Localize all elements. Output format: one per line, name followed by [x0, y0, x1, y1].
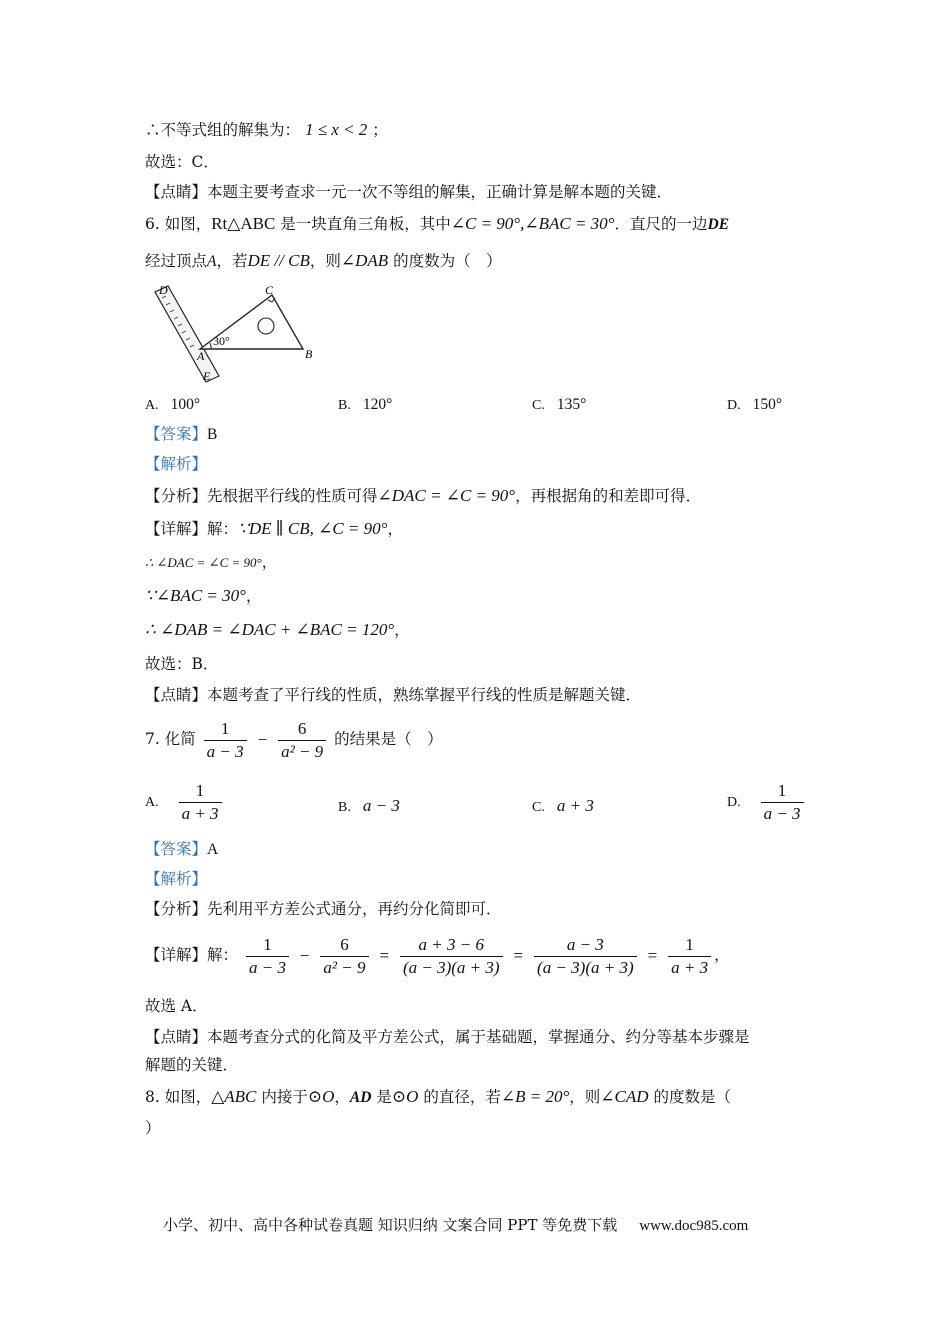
step1-math: ∴ ∠DAC = ∠C = 90°: [145, 555, 262, 570]
option-label: C.: [532, 800, 545, 815]
step3-end: ，: [394, 621, 410, 639]
footer-text: 小学、初中、高中各种试卷真题 知识归纳 文案合同 PPT 等免费下载: [163, 1216, 618, 1234]
q6-fenxi: [145, 486, 701, 506]
step2-math: ∵∠BAC = 30°: [145, 586, 246, 605]
option-value: 120°: [362, 396, 393, 413]
xiangjie-end: ，: [387, 520, 403, 538]
label-a: A: [197, 349, 205, 363]
q6-stem-line2: [145, 251, 502, 272]
fenxi-math: ∠DAC = ∠C = 90°: [377, 486, 516, 505]
denominator: a + 3: [179, 802, 222, 825]
numerator: 1: [220, 718, 230, 738]
denominator: a − 3: [761, 802, 804, 825]
dianjing-tag: 【点睛】: [145, 686, 208, 704]
q7-fraction-1: [204, 718, 247, 763]
q7-option-a: [145, 774, 225, 830]
answer-value: A: [207, 841, 219, 858]
q6-text: 是一块直角三角板，其中: [275, 215, 451, 233]
q8-prefix: 8. 如图，: [145, 1088, 212, 1106]
q7-suffix: 的结果是（ ）: [334, 730, 443, 748]
q8-text3: 的直径，若: [418, 1088, 501, 1106]
q5-dianjing: [145, 182, 672, 202]
fenxi-text2: ，再根据角的和差即可得．: [515, 487, 702, 505]
numerator: 1: [777, 780, 787, 800]
answer-tag: 【答案】: [145, 425, 208, 443]
option-label: A.: [145, 795, 159, 810]
denominator: a² − 9: [278, 740, 326, 763]
option-label: B.: [338, 800, 351, 815]
answer-tag: 【答案】: [145, 840, 208, 858]
q7-fraction-2: [278, 718, 326, 763]
numerator: a − 3: [566, 934, 604, 954]
q8-text4: ，则: [569, 1088, 601, 1106]
q6-text6: 的度数为（ ）: [388, 252, 502, 270]
dianjing-text: 本题主要考查求一元一次不等组的解集，正确计算是解本题的关键．: [207, 183, 673, 201]
option-value: 150°: [752, 396, 783, 413]
numerator: a + 3 − 6: [418, 934, 484, 954]
q6-text4: ，若: [216, 252, 248, 270]
label-e: E: [203, 369, 211, 383]
q6-angle-dab: ∠DAB: [340, 251, 389, 270]
q8-triangle: △ABC: [211, 1087, 257, 1106]
detail-fraction-4: [534, 934, 637, 979]
denominator: a² − 9: [320, 956, 368, 979]
denominator: a − 3: [246, 956, 289, 979]
option-label: D.: [727, 398, 741, 413]
label-d: D: [159, 283, 168, 297]
q6-step3: [145, 620, 410, 640]
q7-dianjing-2: 解题的关键．: [145, 1056, 239, 1074]
q7-choose: 故选 A．: [145, 997, 208, 1015]
q7-option-d: [727, 774, 807, 830]
dianjing-tag: 【点睛】: [145, 1028, 208, 1046]
q7-prefix: 7. 化简: [145, 730, 196, 748]
option-value: 100°: [170, 396, 201, 413]
angle-label: 30°: [213, 334, 230, 348]
step3-math: ∴ ∠DAB = ∠DAC + ∠BAC = 120°: [145, 620, 395, 639]
option-label: A.: [145, 398, 159, 413]
xiangjie-math: ∵DE ∥ CB, ∠C = 90°: [238, 519, 388, 538]
option-value: a + 3: [556, 796, 594, 815]
line-text: ∴不等式组的解集为：: [145, 121, 301, 139]
numerator: 1: [195, 780, 205, 800]
dianjing-tag: 【点睛】: [145, 183, 208, 201]
option-fraction: [179, 780, 222, 825]
q6-option-a: [145, 394, 200, 416]
figure-svg: [143, 282, 328, 387]
q6-answer: [145, 424, 217, 445]
denominator: (a − 3)(a + 3): [534, 956, 637, 979]
xiangjie-text: 解：: [207, 520, 239, 538]
q8-circle: ⊙O: [307, 1087, 335, 1106]
q6-parallel-math: DE // CB: [247, 251, 310, 270]
option-value: a − 3: [362, 796, 400, 815]
q7-option-c: [532, 796, 594, 818]
q8-text: 内接于: [256, 1088, 308, 1106]
minus-sign: −: [299, 946, 310, 965]
xiangjie-tag: 【详解】: [145, 946, 208, 964]
denominator: a − 3: [204, 740, 247, 763]
q8-stem-line1: [145, 1087, 731, 1108]
q6-dianjing: [145, 685, 641, 705]
xiangjie-end: ，: [714, 946, 730, 964]
q8-stem-line2: ）: [145, 1119, 161, 1137]
q6-angles-math: ∠C = 90°,∠BAC = 30°: [450, 214, 615, 233]
q6-triangle: Rt△ABC: [211, 214, 276, 233]
denominator: (a − 3)(a + 3): [400, 956, 503, 979]
triangle-ruler-figure: [143, 282, 328, 391]
fenxi-text1: 先根据平行线的性质可得: [207, 487, 378, 505]
equals-sign: =: [379, 946, 390, 965]
detail-fraction-2: [320, 934, 368, 979]
q7-stem: [145, 712, 443, 767]
ruler-shape: [155, 286, 219, 382]
choose-c-line: 故选：C．: [145, 153, 219, 171]
numerator: 6: [297, 718, 307, 738]
q8-text5: 的度数是（: [648, 1088, 731, 1106]
equals-sign: =: [647, 946, 658, 965]
detail-fraction-3: [400, 934, 503, 979]
q6-option-d: [727, 394, 782, 416]
answer-value: B: [207, 426, 218, 443]
option-label: D.: [727, 795, 741, 810]
option-value: 135°: [556, 396, 587, 413]
q6-text3: 经过顶点: [145, 252, 208, 270]
dianjing-text: 本题考查分式的化简及平方差公式，属于基础题，掌握通分、约分等基本步骤是: [207, 1028, 750, 1046]
q6-xiangjie: [145, 519, 403, 539]
fenxi-tag: 【分析】: [145, 900, 208, 918]
q6-text5: ，则: [309, 252, 341, 270]
solution-set-line: [145, 120, 388, 140]
q8-circle2: ⊙O: [391, 1087, 419, 1106]
numerator: 6: [340, 934, 349, 954]
fenxi-tag: 【分析】: [145, 487, 208, 505]
xiangjie-text: 解：: [207, 946, 239, 964]
equals-sign: =: [513, 946, 524, 965]
dianjing-text: 本题考查了平行线的性质，熟练掌握平行线的性质是解题关键．: [207, 686, 642, 704]
q6-analysis-tag: 【解析】: [145, 455, 208, 473]
q8-comma: ，: [334, 1088, 350, 1106]
detail-fraction-5: [668, 934, 711, 979]
label-b: B: [305, 347, 313, 361]
q6-de: DE: [707, 216, 730, 233]
q6-stem-line1: [145, 214, 729, 235]
q7-option-b: [338, 796, 400, 818]
line-end: ；: [372, 121, 388, 139]
option-label: B.: [338, 398, 351, 413]
footer-url[interactable]: www.doc985.com: [639, 1218, 749, 1234]
label-c: C: [265, 283, 274, 297]
q6-vertex: A: [207, 253, 217, 270]
q8-ad: AD: [349, 1089, 372, 1106]
q8-angle-cad: ∠CAD: [600, 1087, 649, 1106]
xiangjie-tag: 【详解】: [145, 520, 208, 538]
q6-choose: 故选：B．: [145, 655, 219, 673]
inequality-math: 1 ≤ x < 2: [304, 120, 368, 139]
q7-xiangjie: [145, 927, 730, 984]
step2-end: ，: [245, 587, 262, 605]
q6-step2: [145, 586, 261, 606]
q7-fenxi: [145, 899, 502, 919]
q7-dianjing-1: [145, 1027, 750, 1047]
step1-end: ，: [261, 553, 278, 571]
q6-option-b: [338, 394, 392, 416]
page-footer: [163, 1214, 748, 1235]
denominator: a + 3: [668, 956, 711, 979]
q6-text2: ．直尺的一边: [614, 215, 708, 233]
q8-text2: 是: [371, 1088, 392, 1106]
option-label: C.: [532, 398, 545, 413]
numerator: 1: [263, 934, 272, 954]
q7-answer: [145, 839, 218, 860]
numerator: 1: [685, 934, 694, 954]
q8-angle-b: ∠B = 20°: [500, 1087, 570, 1106]
detail-fraction-1: [246, 934, 289, 979]
minus-sign: −: [257, 730, 268, 749]
q6-option-c: [532, 394, 586, 416]
q6-prefix: 6. 如图，: [145, 215, 212, 233]
q7-analysis-tag: 【解析】: [145, 870, 208, 888]
option-fraction: [761, 780, 804, 825]
fenxi-text: 先利用平方差公式通分，再约分化简即可．: [207, 900, 502, 918]
q6-step1: [145, 552, 277, 573]
